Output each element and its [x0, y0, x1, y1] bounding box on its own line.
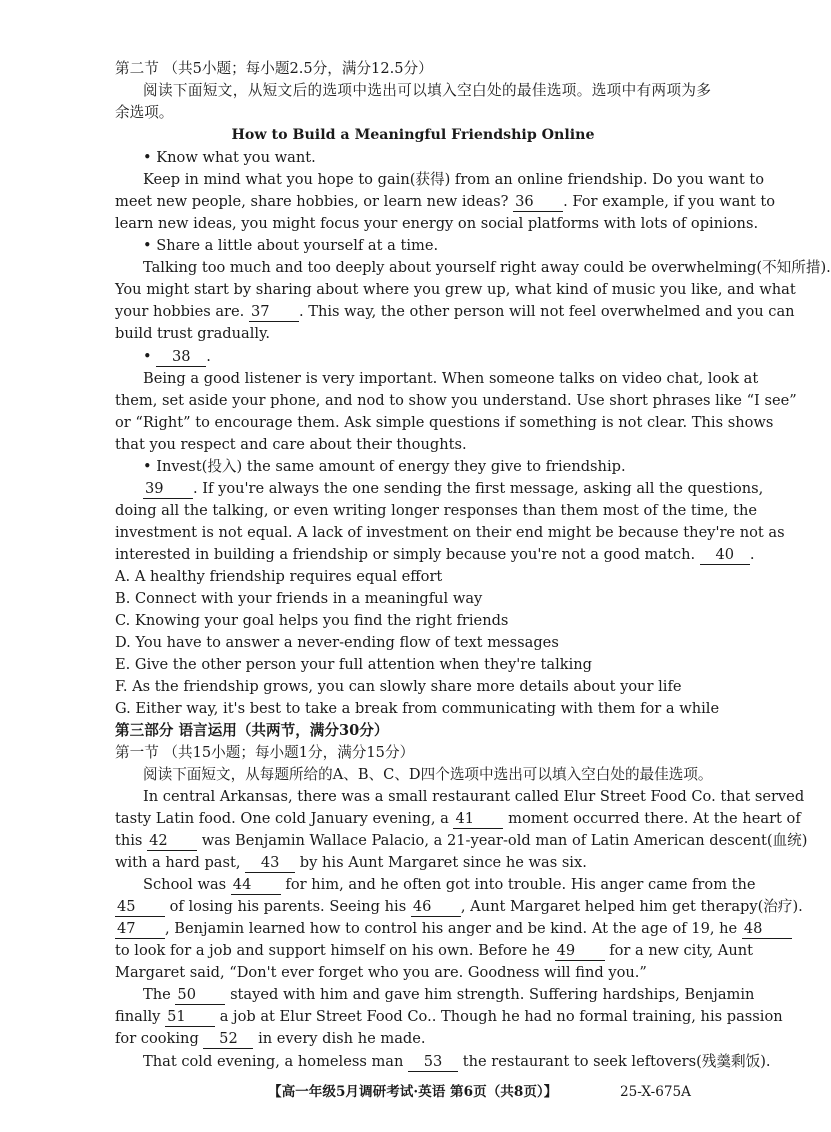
paragraph-line: School was 44 for him, and he often got into trouble. His anger came from the — [143, 876, 756, 893]
bullet-heading: • Invest(投入) the same amount of energy they give to friendship. — [143, 458, 626, 475]
bullet-heading: • Share a little about yourself at a time. — [143, 237, 439, 254]
option-c: C. Knowing your goal helps you find the right friends — [115, 612, 509, 629]
paragraph-line: The 50 stayed with him and gave him strength. Suffering hardships, Benjamin — [143, 986, 755, 1003]
blank-39: 39 — [143, 480, 193, 499]
instruction-line: 阅读下面短文，从短文后的选项中选出可以填入空白处的最佳选项。选项中有两项为多 — [143, 82, 711, 99]
option-f: F. As the friendship grows, you can slowly share more details about your life — [115, 678, 682, 695]
paragraph-line: with a hard past, 43 by his Aunt Margaret since he was six. — [115, 854, 587, 871]
paragraph-line: for cooking 52 in every dish he made. — [115, 1030, 426, 1047]
part-heading: 第三部分 语言运用（共两节，满分30分） — [115, 722, 389, 739]
bullet-heading: • 38 . — [143, 348, 211, 365]
instruction-line: 余选项。 — [115, 104, 174, 121]
exam-code: 25-X-675A — [620, 1084, 691, 1100]
blank-49: 49 — [555, 942, 605, 961]
passage-title: How to Build a Meaningful Friendship Online — [231, 127, 595, 143]
paragraph-line: this 42 was Benjamin Wallace Palacio, a 21-year-old man of Latin American descent(血统) — [115, 832, 808, 849]
blank-48: 48 — [742, 920, 792, 939]
option-e: E. Give the other person your full attention when they're talking — [115, 656, 592, 673]
paragraph-line: your hobbies are. 37 . This way, the other person will not feel overwhelmed and you can — [115, 303, 795, 320]
blank-40: 40 — [700, 546, 750, 565]
option-g: G. Either way, it's best to take a break from communicating with them for a while — [115, 700, 720, 717]
paragraph-line: finally 51 a job at Elur Street Food Co.. Though he had no formal training, his passion — [115, 1008, 783, 1025]
blank-42: 42 — [147, 832, 197, 851]
paragraph-line: 39 . If you're always the one sending the first message, asking all the questions, — [145, 480, 764, 497]
paragraph-line: learn new ideas, you might focus your energy on social platforms with lots of opinions. — [115, 215, 759, 232]
paragraph-line: investment is not equal. A lack of investment on their end might be because they're not as — [115, 524, 785, 541]
option-a: A. A healthy friendship requires equal effort — [115, 568, 443, 585]
paragraph-line: That cold evening, a homeless man 53 the restaurant to seek leftovers(残羹剩饭). — [143, 1053, 771, 1070]
blank-45: 45 — [115, 898, 165, 917]
blank-47: 47 — [115, 920, 165, 939]
blank-43: 43 — [245, 854, 295, 873]
section-heading: 第一节 （共15小题；每小题1分，满分15分） — [115, 744, 415, 761]
paragraph-line: doing all the talking, or even writing longer responses than them most of the time, the — [115, 502, 758, 519]
paragraph-line: them, set aside your phone, and nod to show you understand. Use short phrases like “I see” — [115, 392, 797, 409]
paragraph-line: tasty Latin food. One cold January evening, a 41 moment occurred there. At the heart of — [115, 810, 801, 827]
paragraph-line: Keep in mind what you hope to gain(获得) from an online friendship. Do you want to — [143, 171, 765, 188]
blank-37: 37 — [249, 303, 299, 322]
blank-44: 44 — [231, 876, 281, 895]
paragraph-line: In central Arkansas, there was a small restaurant called Elur Street Food Co. that served — [143, 788, 805, 805]
paragraph-line: Talking too much and too deeply about yourself right away could be overwhelming(不知所措). — [143, 259, 831, 276]
paragraph-line: that you respect and care about their thoughts. — [115, 436, 467, 453]
blank-46: 46 — [411, 898, 461, 917]
paragraph-line: to look for a job and support himself on his own. Before he 49 for a new city, Aunt — [115, 942, 754, 959]
paragraph-line: 45 of losing his parents. Seeing his 46 , Aunt Margaret helped him get therapy(治疗). — [117, 898, 803, 915]
blank-38: 38 — [156, 348, 206, 367]
paragraph-line: interested in building a friendship or simply because you're not a good match. 40 . — [115, 546, 755, 563]
section-heading: 第二节 （共5小题；每小题2.5分，满分12.5分） — [115, 60, 433, 77]
blank-36: 36 — [513, 193, 563, 212]
paragraph-line: Margaret said, “Don't ever forget who you are. Goodness will find you.” — [115, 964, 647, 981]
paragraph-line: or “Right” to encourage them. Ask simple questions if something is not clear. This shows — [115, 414, 774, 431]
bullet-heading: • Know what you want. — [143, 149, 316, 166]
blank-50: 50 — [175, 986, 225, 1005]
paragraph-line: You might start by sharing about where you grew up, what kind of music you like, and what — [115, 281, 796, 298]
instruction-line: 阅读下面短文，从每题所给的A、B、C、D四个选项中选出可以填入空白处的最佳选项。 — [143, 766, 713, 783]
paragraph-line: Being a good listener is very important. When someone talks on video chat, look at — [143, 370, 759, 387]
page-footer: 【高一年级5月调研考试·英语 第6页（共8页）】 — [268, 1084, 558, 1100]
option-d: D. You have to answer a never-ending flow of text messages — [115, 634, 559, 651]
paragraph-line: build trust gradually. — [115, 325, 271, 342]
paragraph-line: 47 , Benjamin learned how to control his anger and be kind. At the age of 19, he 48 — [115, 918, 711, 940]
paragraph-line: meet new people, share hobbies, or learn new ideas? 36 . For example, if you want to — [115, 193, 775, 210]
option-b: B. Connect with your friends in a meaningful way — [115, 590, 483, 607]
blank-51: 51 — [165, 1008, 215, 1027]
blank-41: 41 — [453, 810, 503, 829]
blank-52: 52 — [203, 1030, 253, 1049]
blank-53: 53 — [408, 1053, 458, 1072]
